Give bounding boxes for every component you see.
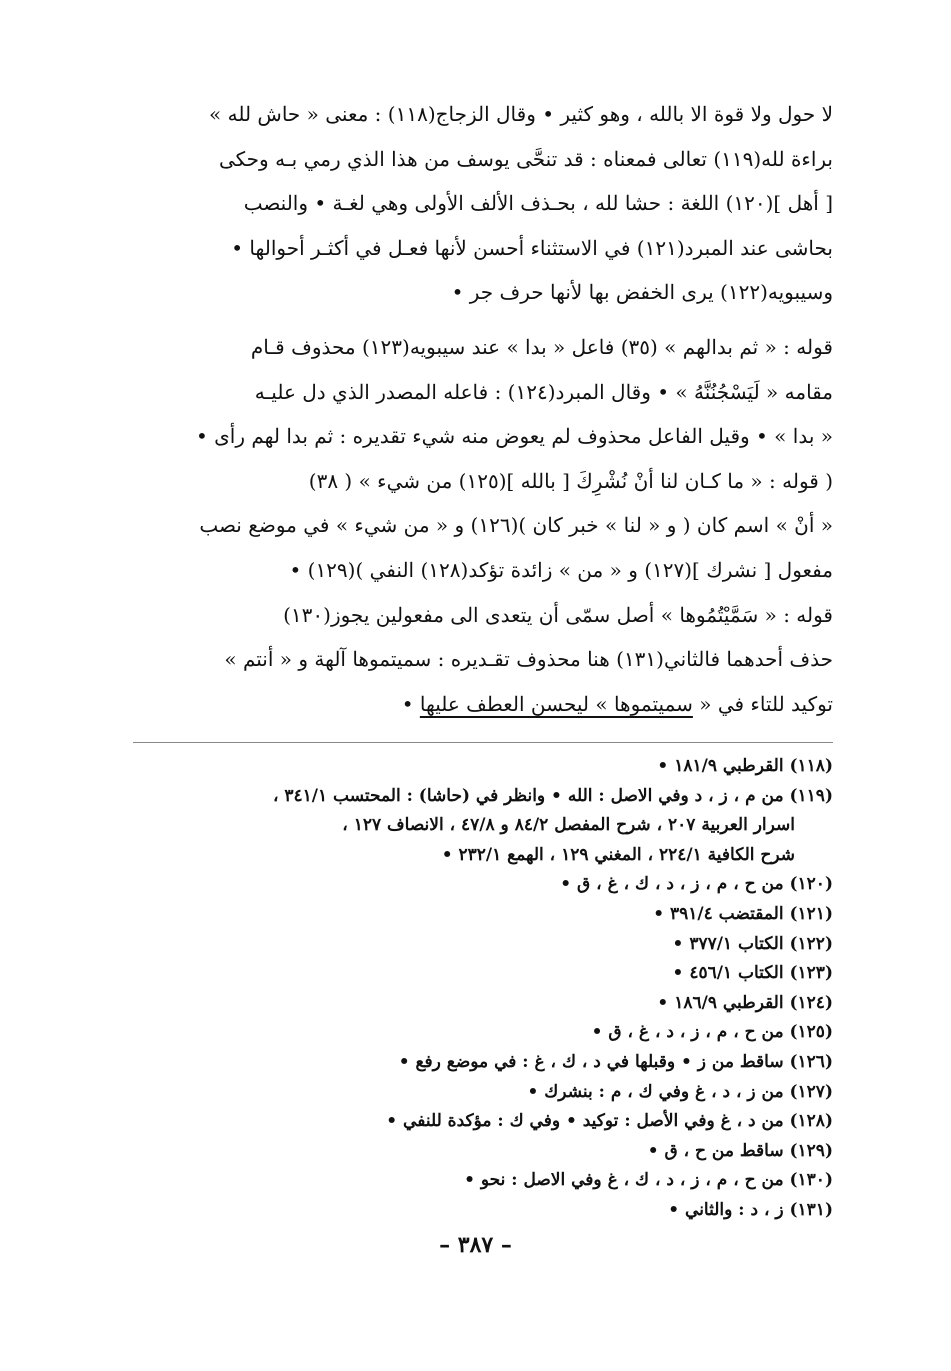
footnote-130: (١٣٠) من ح ، م ، ز ، د ، ك ، غ وفي الاصل : نحو • — [464, 1170, 833, 1191]
footnote-119-continued: اسرار العربية ٢٠٧ ، شرح المفصل ٨٤/٢ و ٤٧/٨ ، الانصاف ١٢٧ ، — [342, 815, 795, 836]
footnote-120: (١٢٠) من ح ، م ، ز ، د ، ك ، غ ، ق • — [560, 874, 833, 895]
footnote-131: (١٣١) ز ، د : والثاني • — [668, 1199, 833, 1220]
footnote-128: (١٢٨) من د ، غ وفي الأصل : توكيد • وفي ك : مؤكدة للنفي • — [386, 1111, 833, 1132]
paragraph-3 — [132, 459, 833, 593]
paragraph-1 — [132, 92, 833, 315]
text-line: حذف أحدهما فالثاني(١٣١) هنا محذوف تقـديره : سميتموها آلهة و « أنتم » — [224, 647, 833, 672]
footnote-124: (١٢٤) القرطبي ١٨٦/٩ • — [657, 992, 833, 1013]
page-number: – ٣٨٧ – — [439, 1232, 512, 1258]
text-line: قوله : « سَمَّيْتُمُوها » أصل سمّى أن يتعدى الى مفعولين يجوز(١٣٠) — [283, 602, 833, 627]
footnotes — [132, 752, 833, 1226]
footnote-119: (١١٩) من م ، ز ، د وفي الاصل : الله • وانظر في (حاشا) : المحتسب ٣٤١/١ ، — [272, 785, 833, 806]
footnote-118: (١١٨) القرطبي ١٨١/٩ • — [657, 756, 833, 776]
text-line: لا حول ولا قوة الا بالله ، وهو كثير • وقال الزجاج(١١٨) : معنى « حاش لله » — [209, 102, 833, 126]
text-fragment: توكيد للتاء في « — [692, 691, 833, 716]
footnote-119-continued: شرح الكافية ٢٢٤/١ ، المغني ١٢٩ ، الهمع ٢٣٢/١ • — [441, 844, 795, 865]
footnote-separator — [133, 742, 833, 743]
text-line-last — [402, 692, 833, 716]
text-line: بحاشى عند المبرد(١٢١) في الاستثناء أحسن لأنها فعـل في أكثـر أحوالها • — [231, 235, 833, 260]
text-line: ( قوله : « ما كـان لنا أنْ نُشْرِكَ [ بالله ](١٢٥) من شيء » ( ٣٨) — [308, 468, 833, 493]
text-line: مقامه « لَيَسْجُنُنَّهُ » • وقال المبرد(١٢٤) : فاعله المصدر الذي دل عليـه — [254, 379, 833, 404]
footnote-123: (١٢٣) الكتاب ٤٥٦/١ • — [672, 963, 833, 984]
text-line: [ أهل ](١٢٠) اللغة : حشا لله ، بحـذف الألف الأولى وهي لغـة • والنصب — [243, 191, 833, 216]
footnote-126: (١٢٦) ساقط من ز • وقبلها في د ، ك ، غ : في موضع رفع • — [398, 1051, 833, 1072]
footnote-125: (١٢٥) من ح ، م ، ز ، د ، غ ، ق • — [591, 1022, 833, 1043]
text-line: « أنْ » اسم كان ( و « لنا » خبر كان )(١٢٦) و « من شيء » في موضع نصب — [199, 513, 833, 538]
footnote-122: (١٢٢) الكتاب ٣٧٧/١ • — [672, 933, 833, 954]
footnote-127: (١٢٧) من ز ، د ، غ وفي ك ، م : بنشرك • — [527, 1081, 833, 1102]
underlined-phrase: سميتموها » ليحسن العطف عليها — [419, 691, 693, 716]
text-fragment: • — [401, 691, 420, 716]
text-line: براءة لله(١١٩) تعالى فمعناه : قد تنحَّى يوسف من هذا الذي رمي بـه وحكى — [218, 146, 833, 171]
text-line: وسيبويه(١٢٢) يرى الخفض بها لأنها حرف جر • — [451, 280, 833, 305]
main-text — [132, 92, 833, 726]
paragraph-4 — [132, 593, 833, 727]
footnote-121: (١٢١) المقتضب ٣٩١/٤ • — [653, 903, 833, 924]
paragraph-2 — [132, 325, 833, 459]
text-line: مفعول [ نشرك ](١٢٧) و « من » زائدة تؤكد(١٢٨) النفي )(١٢٩) • — [289, 557, 833, 582]
footnote-129: (١٢٩) ساقط من ح ، ق • — [647, 1140, 833, 1161]
text-line: قوله : « ثم بدالهم » (٣٥) فاعل « بدا » عند سيبويه(١٢٣) محذوف قـام — [250, 334, 833, 359]
text-line: « بدا » • وقيل الفاعل محذوف لم يعوض منه شيء تقديره : ثم بدا لهم رأى • — [195, 424, 833, 449]
